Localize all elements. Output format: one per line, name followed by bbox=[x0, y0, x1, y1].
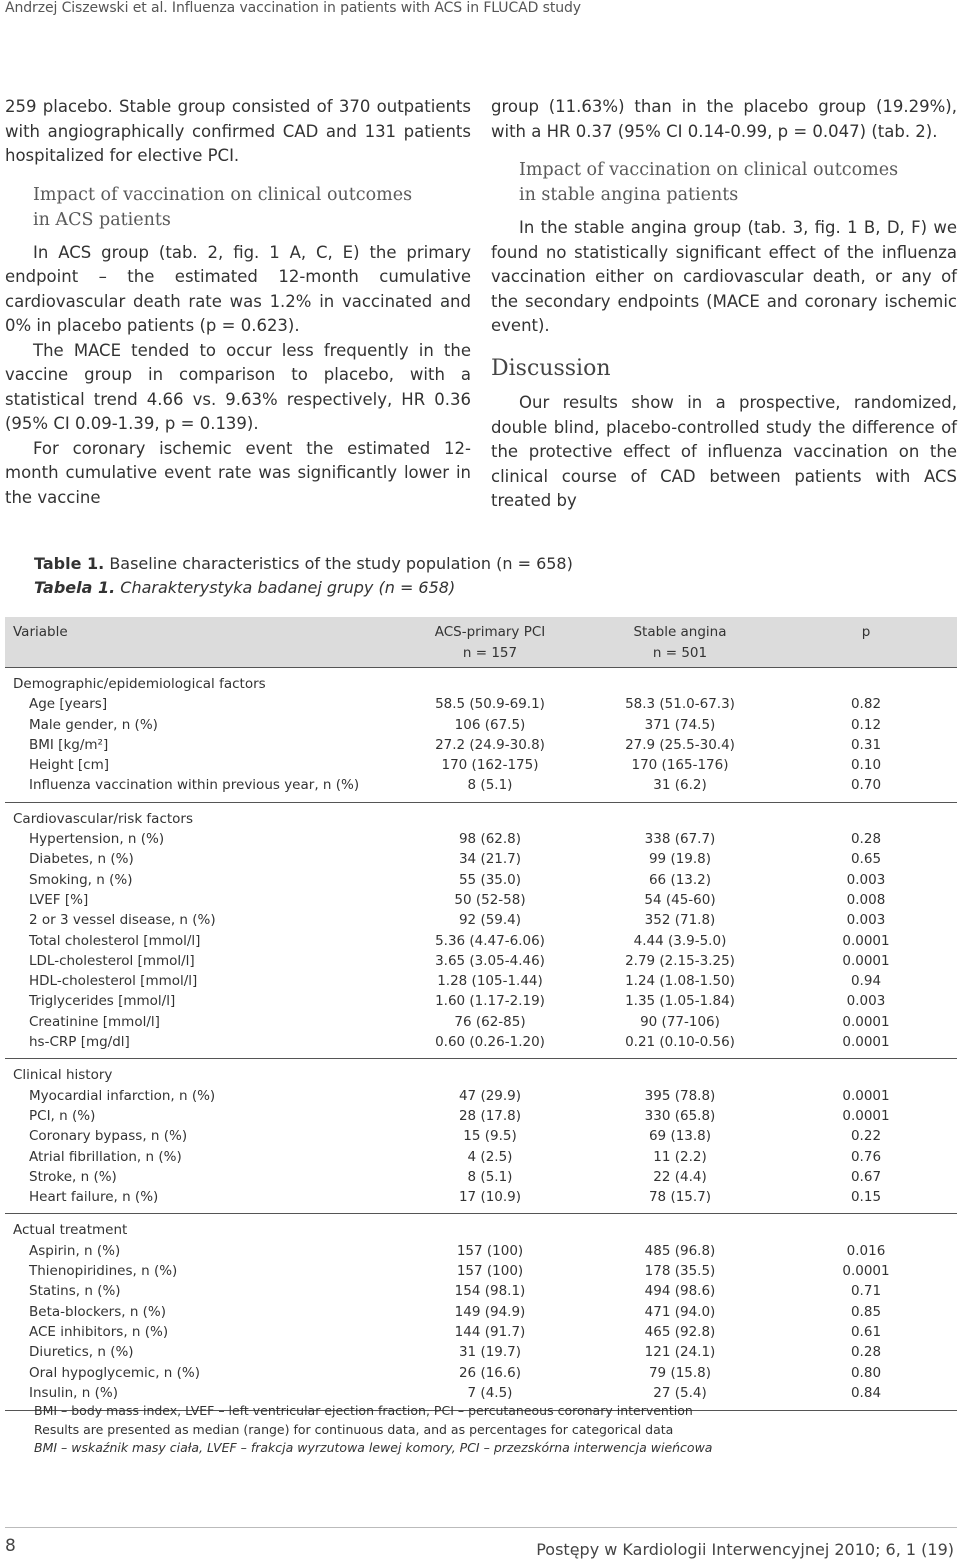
cell-p: 0.65 bbox=[850, 851, 882, 868]
section-heading-stable bbox=[491, 158, 957, 208]
cell-p: 0.0001 bbox=[842, 1107, 890, 1124]
note: BMI – body mass index, LVEF – left ventricular ejection fraction, PCI – percutaneous coronary intervention bbox=[34, 1403, 693, 1418]
cell-stable: 338 (67.7) bbox=[644, 831, 716, 848]
table-row bbox=[5, 715, 957, 735]
cell-p: 0.008 bbox=[846, 891, 886, 908]
cell-variable: Coronary bypass, n (%) bbox=[29, 1128, 188, 1145]
cell-p: 0.0001 bbox=[842, 1263, 890, 1280]
cell-variable: Thienopiridines, n (%) bbox=[29, 1263, 178, 1280]
cell-acs: 15 (9.5) bbox=[463, 1128, 517, 1145]
cell-stable: 27.9 (25.5-30.4) bbox=[625, 736, 735, 753]
header-acs bbox=[395, 617, 585, 668]
table-row bbox=[5, 755, 957, 775]
group-title: Clinical history bbox=[5, 1059, 957, 1086]
cell-stable: 69 (13.8) bbox=[648, 1128, 712, 1145]
cell-stable: 494 (98.6) bbox=[644, 1283, 716, 1300]
cell-variable: Heart failure, n (%) bbox=[29, 1189, 159, 1206]
cell-acs: 98 (62.8) bbox=[458, 831, 522, 848]
table-group-row bbox=[5, 668, 957, 695]
cell-acs: 1.60 (1.17-2.19) bbox=[435, 993, 545, 1010]
section-heading-acs bbox=[5, 183, 471, 233]
cell-acs: 47 (29.9) bbox=[458, 1087, 522, 1104]
caption-label: Table 1. bbox=[34, 554, 105, 573]
cell-p: 0.71 bbox=[850, 1283, 882, 1300]
cell-stable: 66 (13.2) bbox=[648, 871, 712, 888]
table-row bbox=[5, 1241, 957, 1261]
caption-pl bbox=[34, 576, 573, 600]
cell-acs: 1.28 (105-1.44) bbox=[437, 973, 543, 990]
cell-acs: 157 (100) bbox=[456, 1263, 524, 1280]
page-number: 8 bbox=[5, 1536, 16, 1556]
cell-p: 0.016 bbox=[846, 1242, 886, 1259]
table-row bbox=[5, 694, 957, 714]
cell-stable: 395 (78.8) bbox=[644, 1087, 716, 1104]
cell-acs: 8 (5.1) bbox=[467, 1168, 513, 1185]
group-title: Actual treatment bbox=[5, 1214, 957, 1241]
cell-acs: 17 (10.9) bbox=[458, 1189, 522, 1206]
heading-line: in stable angina patients bbox=[519, 185, 739, 205]
table-row bbox=[5, 870, 957, 890]
cell-acs: 3.65 (3.05-4.46) bbox=[435, 952, 545, 969]
cell-p: 0.0001 bbox=[842, 1087, 890, 1104]
cell-variable: Stroke, n (%) bbox=[29, 1168, 117, 1185]
cell-stable: 27 (5.4) bbox=[585, 1383, 775, 1411]
table-group-row bbox=[5, 1214, 957, 1241]
cell-acs: 58.5 (50.9-69.1) bbox=[435, 696, 545, 713]
cell-stable: 471 (94.0) bbox=[644, 1303, 716, 1320]
cell-variable: ACE inhibitors, n (%) bbox=[29, 1323, 169, 1340]
cell-stable: 2.79 (2.15-3.25) bbox=[625, 952, 735, 969]
group-title: Cardiovascular/risk factors bbox=[5, 802, 957, 829]
heading-line: in ACS patients bbox=[33, 209, 171, 230]
cell-stable: 485 (96.8) bbox=[644, 1242, 716, 1259]
table-row bbox=[5, 931, 957, 951]
table-row bbox=[5, 910, 957, 930]
cell-stable: 31 (6.2) bbox=[653, 777, 707, 794]
cell-stable: 352 (71.8) bbox=[644, 912, 716, 929]
cell-p: 0.61 bbox=[850, 1323, 882, 1340]
cell-variable: Insulin, n (%) bbox=[5, 1383, 395, 1411]
cell-p: 0.70 bbox=[850, 777, 882, 794]
table-row bbox=[5, 1167, 957, 1187]
cell-p: 0.31 bbox=[850, 736, 882, 753]
cell-p: 0.003 bbox=[846, 871, 886, 888]
note: Results are presented as median (range) for continuous data, and as percentages for categorical data bbox=[34, 1421, 674, 1437]
header-line: ACS-primary PCI bbox=[434, 624, 546, 640]
journal-citation: Postępy w Kardiologii Interwencyjnej 2010; 6, 1 (19) bbox=[536, 1540, 954, 1559]
cell-variable: Influenza vaccination within previous year, n (%) bbox=[29, 777, 360, 794]
cell-variable: Height [cm] bbox=[29, 757, 110, 774]
table-row bbox=[5, 991, 957, 1011]
cell-p: 0.84 bbox=[775, 1383, 957, 1411]
footer-rule bbox=[5, 1527, 957, 1528]
cell-stable: 330 (65.8) bbox=[644, 1107, 716, 1124]
cell-acs: 31 (19.7) bbox=[458, 1344, 522, 1361]
cell-p: 0.0001 bbox=[842, 1013, 890, 1030]
cell-acs: 4 (2.5) bbox=[467, 1148, 513, 1165]
caption-label: Tabela 1. bbox=[34, 578, 116, 597]
cell-stable: 90 (77-106) bbox=[640, 1013, 720, 1030]
cell-variable: PCI, n (%) bbox=[29, 1107, 96, 1124]
table-row bbox=[5, 890, 957, 910]
cell-p: 0.003 bbox=[846, 993, 886, 1010]
cell-acs: 0.60 (0.26-1.20) bbox=[435, 1034, 545, 1051]
table-notes bbox=[34, 1402, 712, 1458]
cell-stable: 1.35 (1.05-1.84) bbox=[625, 993, 735, 1010]
cell-stable: 178 (35.5) bbox=[644, 1263, 716, 1280]
cell-variable: Hypertension, n (%) bbox=[29, 831, 165, 848]
header-line: n = 501 bbox=[652, 645, 708, 661]
paragraph: For coronary ischemic event the estimated 12-month cumulative event rate was significantly lower in the vaccine bbox=[5, 438, 471, 507]
table-row bbox=[5, 1147, 957, 1167]
cell-variable: Diuretics, n (%) bbox=[29, 1344, 134, 1361]
cell-p: 0.0001 bbox=[842, 932, 890, 949]
cell-variable: hs-CRP [mg/dl] bbox=[29, 1034, 130, 1051]
cell-acs: 144 (91.7) bbox=[454, 1323, 526, 1340]
cell-variable: Statins, n (%) bbox=[29, 1283, 121, 1300]
table-row bbox=[5, 1012, 957, 1032]
cell-acs: 5.36 (4.47-6.06) bbox=[435, 932, 545, 949]
cell-variable: Diabetes, n (%) bbox=[29, 851, 134, 868]
group-title: Demographic/epidemiological factors bbox=[5, 668, 957, 695]
cell-stable: 4.44 (3.9-5.0) bbox=[633, 932, 727, 949]
note-pl: BMI – wskaźnik masy ciała, LVEF – frakcja wyrzutowa lewej komory, PCI – przezskórna interwencja wieńcowa bbox=[34, 1440, 713, 1455]
caption-text: Baseline characteristics of the study population (n = 658) bbox=[109, 554, 573, 573]
cell-stable: 121 (24.1) bbox=[644, 1344, 716, 1361]
heading-line: Impact of vaccination on clinical outcomes bbox=[33, 184, 413, 205]
cell-acs: 55 (35.0) bbox=[458, 871, 522, 888]
paragraph: Our results show in a prospective, randomized, double blind, placebo-controlled study the difference of the protective effect of influenza vaccination on the clinical course of CAD between patients with ACS treated by bbox=[491, 393, 957, 510]
cell-acs: 8 (5.1) bbox=[467, 777, 513, 794]
cell-p: 0.12 bbox=[850, 716, 882, 733]
cell-acs: 106 (67.5) bbox=[454, 716, 526, 733]
table-row bbox=[5, 829, 957, 849]
header-line: Stable angina bbox=[633, 624, 727, 640]
cell-p: 0.15 bbox=[850, 1189, 882, 1206]
cell-variable: Smoking, n (%) bbox=[29, 871, 133, 888]
cell-variable: Male gender, n (%) bbox=[29, 716, 158, 733]
cell-stable: 99 (19.8) bbox=[648, 851, 712, 868]
paragraph: In ACS group (tab. 2, fig. 1 A, C, E) the primary endpoint – the estimated 12-month cumulative cardiovascular death rate was 1.2% in vaccinated and 0% in placebo patients (p = 0.623). bbox=[5, 242, 471, 335]
section-heading-discussion: Discussion bbox=[491, 355, 611, 381]
header-p: p bbox=[861, 624, 871, 640]
table-row bbox=[5, 1281, 957, 1301]
cell-acs: 50 (52-58) bbox=[454, 891, 526, 908]
cell-variable: LVEF [%] bbox=[29, 891, 89, 908]
cell-acs: 154 (98.1) bbox=[454, 1283, 526, 1300]
cell-p: 0.67 bbox=[850, 1168, 882, 1185]
cell-variable: Triglycerides [mmol/l] bbox=[29, 993, 176, 1010]
cell-p: 0.003 bbox=[846, 912, 886, 929]
cell-acs: 170 (162-175) bbox=[441, 757, 539, 774]
cell-acs: 28 (17.8) bbox=[458, 1107, 522, 1124]
table-row bbox=[5, 971, 957, 991]
cell-variable: Creatinine [mmol/l] bbox=[29, 1013, 160, 1030]
cell-p: 0.94 bbox=[850, 973, 882, 990]
cell-variable: BMI [kg/m²] bbox=[29, 736, 109, 753]
cell-stable: 79 (15.8) bbox=[648, 1364, 712, 1381]
cell-variable: Atrial fibrillation, n (%) bbox=[29, 1148, 182, 1165]
cell-stable: 0.21 (0.10-0.56) bbox=[625, 1034, 735, 1051]
table-group-row bbox=[5, 1059, 957, 1086]
heading-line: Impact of vaccination on clinical outcomes bbox=[519, 160, 899, 180]
table-row bbox=[5, 1302, 957, 1322]
paragraph: In the stable angina group (tab. 3, fig. 1 B, D, F) we found no statistically significant effect of the influenza vaccination either on cardiovascular death, or any of the secondary endpoints (MACE and coronary ischemic event). bbox=[491, 218, 957, 335]
table-row bbox=[5, 951, 957, 971]
right-column bbox=[491, 95, 957, 514]
cell-variable: HDL-cholesterol [mmol/l] bbox=[29, 973, 198, 990]
running-head: Andrzej Ciszewski et al. Influenza vaccination in patients with ACS in FLUCAD study bbox=[5, 0, 581, 16]
table-row bbox=[5, 1187, 957, 1214]
baseline-table bbox=[5, 617, 957, 1411]
left-column bbox=[5, 95, 471, 510]
cell-p: 0.28 bbox=[850, 1344, 882, 1361]
paragraph: The MACE tended to occur less frequently in the vaccine group in comparison to placebo, with a statistical trend 4.66 vs. 9.63% respectively, HR 0.36 (95% CI 0.09-1.39, p = 0.139). bbox=[5, 340, 471, 433]
cell-p: 0.28 bbox=[850, 831, 882, 848]
cell-variable: 2 or 3 vessel disease, n (%) bbox=[29, 912, 216, 929]
cell-p: 0.76 bbox=[850, 1148, 882, 1165]
cell-p: 0.22 bbox=[850, 1128, 882, 1145]
cell-variable: LDL-cholesterol [mmol/l] bbox=[29, 952, 195, 969]
cell-stable: 371 (74.5) bbox=[644, 716, 716, 733]
table-header-row bbox=[5, 617, 957, 668]
cell-stable: 78 (15.7) bbox=[648, 1189, 712, 1206]
table-row bbox=[5, 1086, 957, 1106]
table-row bbox=[5, 1342, 957, 1362]
cell-p: 0.0001 bbox=[842, 1034, 890, 1051]
table-row bbox=[5, 1126, 957, 1146]
table-row bbox=[5, 849, 957, 869]
paragraph: group (11.63%) than in the placebo group (19.29%), with a HR 0.37 (95% CI 0.14-0.99, p = 0.047) (tab. 2). bbox=[491, 97, 957, 141]
header-line: n = 157 bbox=[462, 645, 518, 661]
cell-acs: 7 (4.5) bbox=[395, 1383, 585, 1411]
cell-variable: Aspirin, n (%) bbox=[29, 1242, 121, 1259]
table-row bbox=[5, 1322, 957, 1342]
cell-p: 0.82 bbox=[850, 696, 882, 713]
cell-acs: 76 (62-85) bbox=[454, 1013, 526, 1030]
table-row bbox=[5, 775, 957, 802]
cell-p: 0.80 bbox=[850, 1364, 882, 1381]
table-row bbox=[5, 1032, 957, 1059]
cell-p: 0.85 bbox=[850, 1303, 882, 1320]
cell-stable: 54 (45-60) bbox=[644, 891, 716, 908]
cell-variable: Myocardial infarction, n (%) bbox=[29, 1087, 216, 1104]
table-caption bbox=[34, 552, 573, 600]
cell-stable: 1.24 (1.08-1.50) bbox=[625, 973, 735, 990]
cell-stable: 11 (2.2) bbox=[653, 1148, 707, 1165]
table-row bbox=[5, 1363, 957, 1383]
cell-stable: 58.3 (51.0-67.3) bbox=[625, 696, 735, 713]
cell-stable: 22 (4.4) bbox=[653, 1168, 707, 1185]
caption-text: Charakterystyka badanej grupy (n = 658) bbox=[120, 578, 456, 597]
header-variable: Variable bbox=[13, 624, 68, 640]
cell-acs: 92 (59.4) bbox=[458, 912, 522, 929]
table-row bbox=[5, 1106, 957, 1126]
cell-variable: Beta-blockers, n (%) bbox=[29, 1303, 167, 1320]
cell-variable: Age [years] bbox=[29, 696, 108, 713]
header-stable bbox=[585, 617, 775, 668]
cell-stable: 465 (92.8) bbox=[644, 1323, 716, 1340]
cell-acs: 34 (21.7) bbox=[458, 851, 522, 868]
table-group-row bbox=[5, 802, 957, 829]
cell-p: 0.0001 bbox=[842, 952, 890, 969]
cell-acs: 27.2 (24.9-30.8) bbox=[435, 736, 545, 753]
table-row bbox=[5, 735, 957, 755]
caption-en bbox=[34, 552, 573, 576]
cell-acs: 157 (100) bbox=[456, 1242, 524, 1259]
cell-variable: Oral hypoglycemic, n (%) bbox=[29, 1364, 201, 1381]
cell-p: 0.10 bbox=[850, 757, 882, 774]
cell-stable: 170 (165-176) bbox=[631, 757, 729, 774]
paragraph: 259 placebo. Stable group consisted of 370 outpatients with angiographically confirmed CAD and 131 patients hospitalized for elective PCI. bbox=[5, 97, 471, 165]
cell-acs: 26 (16.6) bbox=[458, 1364, 522, 1381]
cell-acs: 149 (94.9) bbox=[454, 1303, 526, 1320]
cell-variable: Total cholesterol [mmol/l] bbox=[29, 932, 201, 949]
table-row bbox=[5, 1261, 957, 1281]
